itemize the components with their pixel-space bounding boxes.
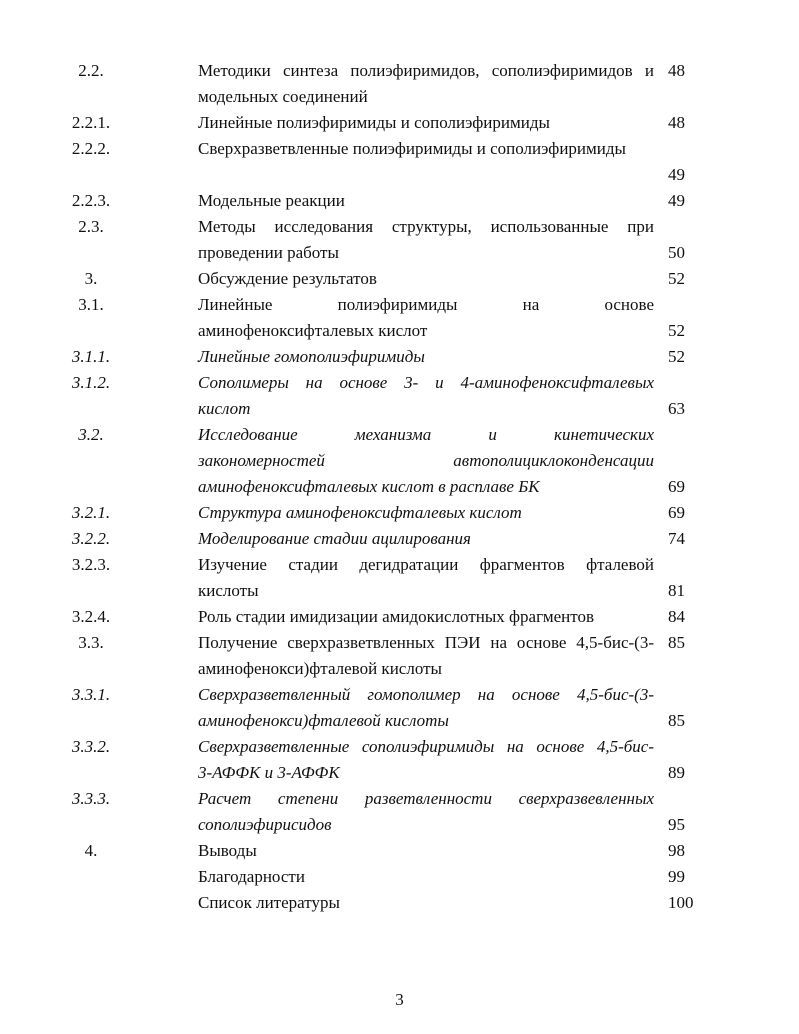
toc-entry [0,500,799,526]
toc-entry-number: 3.2.1. [71,503,111,522]
toc-entry-title-line: закономерностей автополициклоконденсации [198,451,654,470]
toc-entry [0,214,799,266]
toc-entry-title [198,604,654,630]
toc-entry-page: 84 [668,607,685,626]
toc-entry-page: 48 [668,113,685,132]
toc-entry-title-line: Список литературы [198,893,340,912]
toc-entry-title-line: Линейные полиэфиримиды на основе [198,295,654,314]
toc-entry-title [198,786,654,838]
toc-entry-title [198,188,654,214]
toc-entry-title-line: Линейные полиэфиримиды и сополиэфиримиды [198,113,550,132]
toc-entry-page: 81 [668,581,685,600]
toc-entry-title-line: Получение сверхразветвленных ПЭИ на основе 4,5-бис-(3- [198,633,654,652]
toc-entry-page: 49 [668,165,685,184]
toc-entry-title [198,292,654,344]
toc-entry [0,266,799,292]
toc-entry-page: 95 [668,815,685,834]
toc-entry-page: 69 [668,503,685,522]
toc-entry [0,292,799,344]
toc-entry-title-line: Линейные гомополиэфиримиды [198,347,425,366]
toc-entry [0,630,799,682]
toc-entry [0,344,799,370]
toc-entry-title-line: проведении работы [198,243,339,262]
toc-entry [0,838,799,864]
toc-entry-page: 89 [668,763,685,782]
toc-entry-title [198,890,654,916]
toc-entry [0,552,799,604]
toc-entry-title-line: аминофеноксифталевых кислот [198,321,428,340]
toc-entry-page: 52 [668,321,685,340]
toc-entry [0,422,799,500]
toc-entry-title [198,734,654,786]
toc-entry-title-line: сополиэфирисидов [198,815,332,834]
toc-entry [0,110,799,136]
toc-entry-number: 2.2.1. [71,113,111,132]
toc-entry-title [198,630,654,682]
toc-entry [0,864,799,890]
toc-entry-title-line: аминофеноксифталевых кислот в расплаве БК [198,477,540,496]
toc-entry [0,890,799,916]
toc-entry-number: 3.3.1. [71,685,111,704]
toc-entry [0,370,799,422]
toc-entry-page: 74 [668,529,685,548]
toc-entry-title-line: Модельные реакции [198,191,345,210]
toc-entry-title [198,344,654,370]
toc-entry [0,136,799,188]
toc-entry-title [198,110,654,136]
toc-entry [0,526,799,552]
toc-entry-title-line: Сверхразветвленные сополиэфиримиды на основе 4,5-бис- [198,737,654,756]
toc-entry-title-line: Методики синтеза полиэфиримидов, сополиэфиримидов и [198,61,654,80]
toc-entry-title-line: Благодарности [198,867,305,886]
toc-entry-title [198,58,654,110]
toc-entry-title-line: 3-АФФК и 3-АФФК [198,763,340,782]
toc-entry-title [198,552,654,604]
toc-entry-page: 98 [668,841,685,860]
toc-entry-title [198,214,654,266]
toc-entry-page: 50 [668,243,685,262]
toc-entry-title [198,864,654,890]
toc-entry-title [198,266,654,292]
toc-entry-title-line: Выводы [198,841,257,860]
toc-entry-page: 99 [668,867,685,886]
toc-entry-title [198,526,654,552]
toc-entry-title-line: Сверхразветвленные полиэфиримиды и сополиэфиримиды [198,139,626,158]
toc-entry-title-line: Сверхразветвленный гомополимер на основе 4,5-бис-(3- [198,685,654,704]
toc-entry [0,58,799,110]
toc-entry [0,188,799,214]
toc-entry-page: 69 [668,477,685,496]
toc-entry-number: 3.2.3. [71,555,111,574]
toc-entry-page: 48 [668,61,685,80]
toc-entry-title-line: Сополимеры на основе 3- и 4-аминофеноксифталевых [198,373,654,392]
toc-entry-title [198,838,654,864]
toc-entry [0,734,799,786]
toc-entry-title-line: Расчет степени разветвленности сверхразвевленных [198,789,654,808]
toc-entry-title-line: Изучение стадии дегидратации фрагментов фталевой [198,555,654,574]
toc-entry-number: 3.2. [78,425,104,444]
toc-entry-title [198,136,654,188]
toc-entry-number: 3.1. [78,295,104,314]
toc-entry-title-line: Обсуждение результатов [198,269,377,288]
toc-entry-title-line: аминофенокси)фталевой кислоты [198,659,442,678]
toc-entry-title-line: кислоты [198,581,259,600]
toc-entry-page: 85 [668,633,685,652]
toc-entry-number: 2.2.2. [71,139,111,158]
toc-entry-number: 2.3. [78,217,104,236]
toc-entry-title-line: Моделирование стадии ацилирования [198,529,471,548]
toc-entry-number: 3.1.2. [71,373,111,392]
toc-entry-number: 4. [84,841,98,860]
toc-entry-title-line: кислот [198,399,251,418]
toc-entry-title-line: Методы исследования структуры, использованные при [198,217,654,236]
toc-entry-number: 3.3.2. [71,737,111,756]
toc-entry-title [198,682,654,734]
toc-entry-number: 3.2.4. [71,607,111,626]
toc-entry-number: 3. [84,269,98,288]
toc-entry-title [198,370,654,422]
toc-entry-page: 100 [668,893,694,912]
toc-entry [0,604,799,630]
toc-entry-number: 3.2.2. [71,529,111,548]
table-of-contents [0,58,799,916]
toc-entry-title-line: модельных соединений [198,87,368,106]
toc-entry [0,786,799,838]
toc-entry-title-line: Роль стадии имидизации амидокислотных фрагментов [198,607,594,626]
page-number: 3 [395,990,404,1009]
toc-entry-title [198,422,654,500]
toc-entry-title-line: Структура аминофеноксифталевых кислот [198,503,522,522]
toc-entry-title-line [198,162,654,188]
toc-entry-number: 3.1.1. [71,347,111,366]
toc-entry-number: 3.3.3. [71,789,111,808]
toc-entry-number: 2.2. [78,61,104,80]
toc-entry-number: 2.2.3. [71,191,111,210]
toc-entry-number: 3.3. [78,633,104,652]
toc-entry-title-line: аминофенокси)фталевой кислоты [198,711,449,730]
toc-entry-title-line: Исследование механизма и кинетических [198,425,654,444]
toc-entry-page: 85 [668,711,685,730]
toc-entry-page: 52 [668,269,685,288]
toc-entry-page: 49 [668,191,685,210]
toc-entry-title [198,500,654,526]
toc-entry-page: 63 [668,399,685,418]
toc-entry [0,682,799,734]
toc-entry-page: 52 [668,347,685,366]
